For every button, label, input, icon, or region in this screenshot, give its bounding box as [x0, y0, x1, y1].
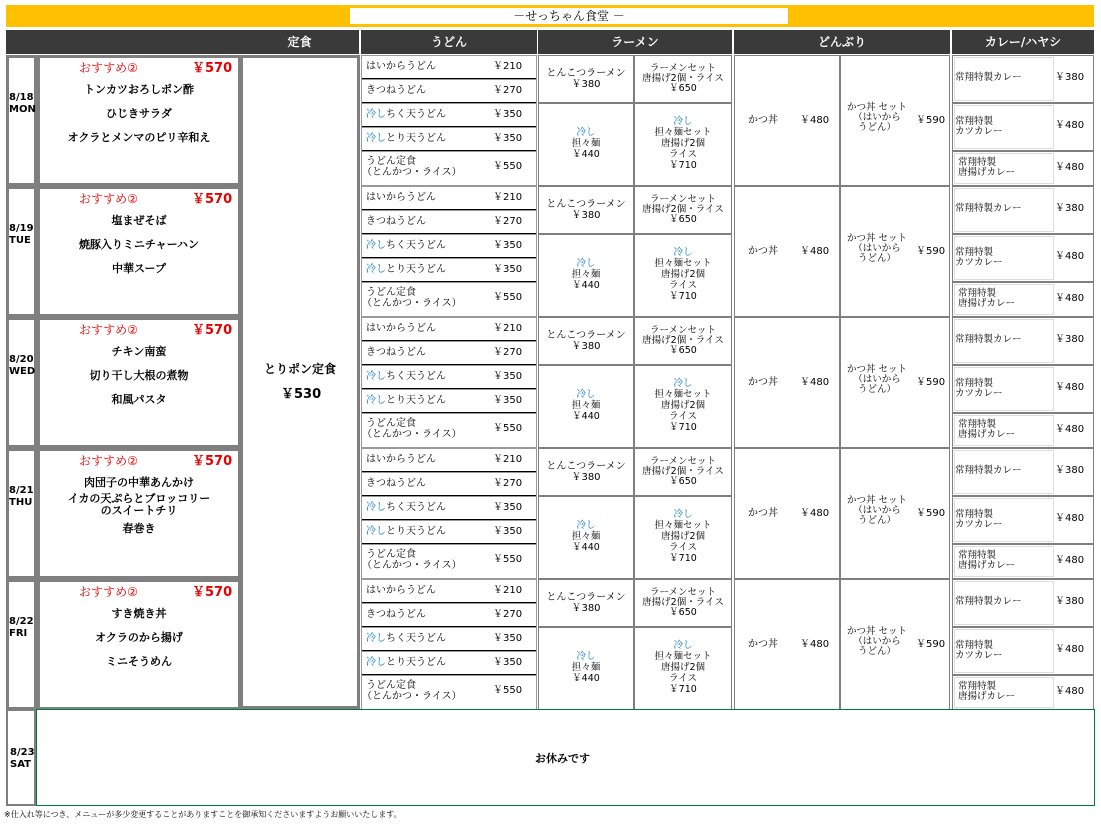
date-cell [6, 579, 37, 710]
day-date: 8/22 [9, 616, 34, 627]
udon-price: ￥350 [493, 264, 523, 275]
day-date: 8/21 [9, 485, 34, 496]
curry-name-sub: 唐揚げカレー [958, 298, 1016, 309]
ramen-tantan-set-price: ￥710 [669, 160, 697, 171]
curry-price: ￥480 [1055, 424, 1085, 435]
header-curry: カレー/ハヤシ [952, 30, 1094, 54]
udon-name: はいからうどん [366, 323, 436, 334]
date-cell [6, 55, 37, 186]
curry-price: ￥380 [1055, 72, 1085, 83]
curry-name: 常翔特製カレー [955, 72, 1022, 83]
katsudon-set-line2: （はいから [853, 112, 901, 123]
dish: 春巻き [122, 522, 156, 535]
udon-name: うどん定食 [366, 287, 416, 298]
ramen-tonkotsu-name: とんこつラーメン [546, 199, 626, 210]
ramen-tantan-set-line1: 担々麺セット [654, 258, 712, 269]
ramen-tantan-name: 担々麺 [571, 531, 601, 542]
curry-price: ￥480 [1055, 120, 1085, 131]
header-ramen: ラーメン [538, 30, 732, 54]
recommend-price: ￥570 [192, 61, 233, 76]
curry-price: ￥480 [1055, 293, 1085, 304]
ramen-tonkotsu-price: ￥380 [571, 472, 601, 483]
ramen-tantan-price: ￥440 [572, 280, 600, 291]
ramen-tantan-prefix: 冷し [576, 127, 596, 138]
udon-name-sub: （とんかつ・ライス） [362, 298, 462, 309]
katsudon-set-line3: うどん） [857, 253, 896, 264]
udon-name: はいからうどん [366, 585, 436, 596]
udon-price: ￥350 [493, 526, 523, 537]
curry-price: ￥380 [1055, 596, 1085, 607]
ramen-tantan-price: ￥440 [572, 542, 600, 553]
udon-name: はいからうどん [366, 61, 436, 72]
dish: 中華スープ [112, 262, 166, 275]
katsudon-name: かつ丼 [748, 377, 778, 388]
udon-prefix: 冷し [366, 395, 386, 406]
udon-name: とり天うどん [386, 657, 446, 668]
curry-name-sub: 唐揚げカレー [958, 691, 1016, 702]
dish: オクラのから揚げ [95, 631, 183, 644]
katsudon-name: かつ丼 [748, 508, 778, 519]
date-cell [6, 317, 37, 448]
header-donburi: どんぶり [734, 30, 950, 54]
ramen-tantan-name: 担々麺 [571, 269, 601, 280]
header-udon: うどん [361, 30, 537, 54]
ramen-tantan-set-prefix: 冷し [673, 640, 693, 651]
udon-price: ￥210 [493, 192, 523, 203]
ramen-tantan-prefix: 冷し [576, 651, 596, 662]
dish: オクラとメンマのピリ辛和え [67, 131, 211, 144]
udon-price: ￥350 [493, 633, 523, 644]
curry-name: 常翔特製 [958, 419, 997, 430]
curry-name: 常翔特製 [955, 247, 994, 258]
recommend-price: ￥570 [192, 454, 233, 469]
ramen-tantan-set-line2: 唐揚げ2個 [660, 269, 706, 280]
ramen-set-price: ￥650 [669, 214, 697, 225]
udon-price: ￥270 [493, 85, 523, 96]
ramen-tantan-set-line3: ライス [668, 673, 698, 684]
udon-price: ￥350 [493, 109, 523, 120]
katsudon-set-price: ￥590 [916, 377, 946, 388]
ramen-tonkotsu-name: とんこつラーメン [546, 461, 626, 472]
katsudon-price: ￥480 [800, 246, 830, 257]
recommend-label: おすすめ② [79, 454, 138, 468]
page-title: －せっちゃん食堂 － [350, 8, 788, 24]
curry-name-sub: カツカレー [955, 650, 1003, 661]
udon-price: ￥550 [493, 554, 523, 565]
udon-name-sub: （とんかつ・ライス） [362, 691, 462, 702]
curry-name: 常翔特製カレー [955, 596, 1022, 607]
katsudon-set-line3: うどん） [857, 646, 896, 657]
ramen-tantan-set-prefix: 冷し [673, 247, 693, 258]
ramen-tantan-set-line3: ライス [668, 149, 698, 160]
recommend-price: ￥570 [192, 585, 233, 600]
udon-name: とり天うどん [386, 264, 446, 275]
dish: すき焼き丼 [111, 607, 167, 620]
curry-name-sub: カツカレー [955, 388, 1003, 399]
ramen-tantan-name: 担々麺 [571, 662, 601, 673]
udon-price: ￥350 [493, 502, 523, 513]
udon-name: ちく天うどん [386, 502, 446, 513]
katsudon-set-line2: （はいから [853, 374, 901, 385]
ramen-set-line1: ラーメンセット [649, 587, 717, 598]
ramen-tantan-set-price: ￥710 [669, 553, 697, 564]
ramen-tantan-set-line1: 担々麺セット [654, 520, 712, 531]
curry-name: 常翔特製 [955, 378, 994, 389]
udon-price: ￥550 [493, 161, 523, 172]
curry-price: ￥480 [1055, 251, 1085, 262]
header-teishoku: 定食 [240, 30, 359, 54]
ramen-tantan-name: 担々麺 [571, 138, 601, 149]
udon-name-sub: （とんかつ・ライス） [362, 167, 462, 178]
ramen-tantan-set-line2: 唐揚げ2個 [660, 531, 706, 542]
dish: ひじきサラダ [106, 107, 172, 120]
teishoku-cell [240, 55, 360, 709]
ramen-set-line1: ラーメンセット [649, 325, 717, 336]
katsudon-name: かつ丼 [748, 246, 778, 257]
dish: のスイートチリ [100, 504, 178, 517]
katsudon-price: ￥480 [800, 508, 830, 519]
katsudon-price: ￥480 [800, 639, 830, 650]
curry-name-sub: カツカレー [955, 519, 1003, 530]
ramen-tantan-set-line3: ライス [668, 280, 698, 291]
ramen-tantan-set-prefix: 冷し [673, 509, 693, 520]
udon-price: ￥350 [493, 395, 523, 406]
udon-name: うどん定食 [366, 418, 416, 429]
recommend-label: おすすめ② [79, 192, 138, 206]
recommend-price: ￥570 [192, 323, 233, 338]
udon-name: うどん定食 [366, 549, 416, 560]
udon-price: ￥210 [493, 323, 523, 334]
udon-price: ￥270 [493, 347, 523, 358]
katsudon-set-price: ￥590 [916, 508, 946, 519]
recommend-price: ￥570 [192, 192, 233, 207]
katsudon-set-line2: （はいから [853, 505, 901, 516]
udon-price: ￥270 [493, 216, 523, 227]
recommend-label: おすすめ② [79, 585, 138, 599]
curry-name-sub: カツカレー [955, 126, 1003, 137]
dish: 和風パスタ [111, 393, 167, 406]
udon-price: ￥550 [493, 685, 523, 696]
katsudon-set-line1: かつ丼 セット [846, 495, 908, 506]
ramen-set-line2: 唐揚げ2個・ライス [642, 466, 724, 477]
ramen-tantan-set-line2: 唐揚げ2個 [660, 138, 706, 149]
curry-name-sub: 唐揚げカレー [958, 167, 1016, 178]
ramen-set-line1: ラーメンセット [649, 63, 717, 74]
ramen-tantan-prefix: 冷し [576, 520, 596, 531]
ramen-set-line2: 唐揚げ2個・ライス [642, 335, 724, 346]
day-date: 8/18 [9, 92, 34, 103]
katsudon-set-price: ￥590 [916, 115, 946, 126]
ramen-tantan-set-line1: 担々麺セット [654, 389, 712, 400]
udon-price: ￥210 [493, 585, 523, 596]
katsudon-set-line3: うどん） [857, 122, 896, 133]
dish: 肉団子の中華あんかけ [84, 476, 194, 489]
udon-price: ￥350 [493, 240, 523, 251]
dish: チキン南蛮 [111, 345, 167, 358]
curry-name: 常翔特製 [955, 509, 994, 520]
curry-price: ￥380 [1055, 465, 1085, 476]
katsudon-name: かつ丼 [748, 115, 778, 126]
ramen-set-price: ￥650 [669, 476, 697, 487]
sat-date: 8/23 [10, 747, 35, 758]
ramen-tantan-set-line2: 唐揚げ2個 [660, 400, 706, 411]
udon-price: ￥350 [493, 657, 523, 668]
ramen-tantan-set-line3: ライス [668, 411, 698, 422]
udon-name: とり天うどん [386, 133, 446, 144]
ramen-tantan-set-line1: 担々麺セット [654, 127, 712, 138]
curry-name: 常翔特製カレー [955, 334, 1022, 345]
ramen-set-line2: 唐揚げ2個・ライス [642, 597, 724, 608]
udon-name: とり天うどん [386, 526, 446, 537]
curry-name: 常翔特製 [955, 640, 994, 651]
udon-price: ￥550 [493, 292, 523, 303]
katsudon-set-price: ￥590 [916, 639, 946, 650]
katsudon-set-line3: うどん） [857, 515, 896, 526]
sat-dow: SAT [10, 759, 31, 770]
udon-prefix: 冷し [366, 240, 386, 251]
ramen-set-line1: ラーメンセット [649, 456, 717, 467]
katsudon-price: ￥480 [800, 115, 830, 126]
ramen-tantan-set-line1: 担々麺セット [654, 651, 712, 662]
katsudon-set-line2: （はいから [853, 636, 901, 647]
ramen-tantan-price: ￥440 [572, 673, 600, 684]
day-of-week: TUE [9, 235, 31, 246]
curry-price: ￥480 [1055, 162, 1085, 173]
udon-prefix: 冷し [366, 133, 386, 144]
dish: トンカツおろしポン酢 [84, 83, 194, 96]
udon-prefix: 冷し [366, 264, 386, 275]
ramen-tonkotsu-name: とんこつラーメン [546, 68, 626, 79]
udon-name-sub: （とんかつ・ライス） [362, 560, 462, 571]
dish: 塩まぜそば [111, 214, 167, 227]
udon-price: ￥210 [493, 454, 523, 465]
udon-prefix: 冷し [366, 502, 386, 513]
curry-name-sub: 唐揚げカレー [958, 429, 1016, 440]
udon-name: きつねうどん [366, 609, 426, 620]
ramen-tantan-set-line2: 唐揚げ2個 [660, 662, 706, 673]
dish: 焼豚入りミニチャーハン [78, 238, 200, 251]
katsudon-set-line3: うどん） [857, 384, 896, 395]
udon-prefix: 冷し [366, 526, 386, 537]
udon-name: うどん定食 [366, 680, 416, 691]
udon-name: ちく天うどん [386, 371, 446, 382]
udon-name: ちく天うどん [386, 240, 446, 251]
ramen-tantan-prefix: 冷し [576, 258, 596, 269]
ramen-tantan-set-prefix: 冷し [673, 116, 693, 127]
ramen-tantan-set-price: ￥710 [669, 684, 697, 695]
curry-name: 常翔特製 [958, 157, 997, 168]
day-of-week: THU [9, 497, 33, 508]
udon-name: ちく天うどん [386, 109, 446, 120]
ramen-tantan-prefix: 冷し [576, 389, 596, 400]
udon-price: ￥270 [493, 478, 523, 489]
day-of-week: MON [9, 104, 36, 115]
udon-name: きつねうどん [366, 216, 426, 227]
udon-name: きつねうどん [366, 85, 426, 96]
dish: 切り干し大根の煮物 [89, 369, 189, 382]
curry-name: 常翔特製カレー [955, 465, 1022, 476]
footnote: ※仕入れ等につき、メニューが多少変更することがありますことを御承知くださいますようお願いいたします。 [4, 810, 402, 819]
udon-name: はいからうどん [366, 192, 436, 203]
closed-text: お休みです [535, 752, 590, 765]
ramen-tantan-set-price: ￥710 [669, 422, 697, 433]
dish: イカの天ぷらとブロッコリー [67, 492, 211, 505]
udon-name: ちく天うどん [386, 633, 446, 644]
udon-prefix: 冷し [366, 633, 386, 644]
teishoku-name: とりポン定食 [264, 362, 337, 376]
katsudon-name: かつ丼 [748, 639, 778, 650]
katsudon-set-line1: かつ丼 セット [846, 626, 908, 637]
ramen-tantan-set-line3: ライス [668, 542, 698, 553]
curry-price: ￥480 [1055, 555, 1085, 566]
curry-price: ￥480 [1055, 644, 1085, 655]
ramen-tantan-set-price: ￥710 [669, 291, 697, 302]
date-cell [6, 186, 37, 317]
day-date: 8/20 [9, 354, 34, 365]
udon-name: とり天うどん [386, 395, 446, 406]
teishoku-price: ￥530 [281, 387, 322, 402]
ramen-tantan-price: ￥440 [572, 411, 600, 422]
recommend-label: おすすめ② [79, 323, 138, 337]
ramen-set-line1: ラーメンセット [649, 194, 717, 205]
katsudon-set-line1: かつ丼 セット [846, 364, 908, 375]
curry-name: 常翔特製 [958, 681, 997, 692]
udon-name-sub: （とんかつ・ライス） [362, 429, 462, 440]
udon-name: はいからうどん [366, 454, 436, 465]
curry-name: 常翔特製 [958, 550, 997, 561]
curry-name-sub: 唐揚げカレー [958, 560, 1016, 571]
ramen-set-price: ￥650 [669, 607, 697, 618]
curry-name: 常翔特製 [955, 116, 994, 127]
curry-name-sub: カツカレー [955, 257, 1003, 268]
ramen-tonkotsu-price: ￥380 [571, 603, 601, 614]
ramen-tonkotsu-price: ￥380 [571, 79, 601, 90]
ramen-tonkotsu-price: ￥380 [571, 210, 601, 221]
ramen-tonkotsu-price: ￥380 [571, 341, 601, 352]
day-date: 8/19 [9, 223, 34, 234]
curry-price: ￥380 [1055, 203, 1085, 214]
header-recommend [37, 30, 240, 54]
katsudon-set-line1: かつ丼 セット [846, 233, 908, 244]
ramen-tantan-name: 担々麺 [571, 400, 601, 411]
recommend-label: おすすめ② [79, 61, 138, 75]
udon-price: ￥550 [493, 423, 523, 434]
katsudon-set-line1: かつ丼 セット [846, 102, 908, 113]
curry-price: ￥480 [1055, 686, 1085, 697]
ramen-set-price: ￥650 [669, 345, 697, 356]
curry-price: ￥480 [1055, 513, 1085, 524]
ramen-set-price: ￥650 [669, 83, 697, 94]
ramen-set-line2: 唐揚げ2個・ライス [642, 204, 724, 215]
udon-price: ￥270 [493, 609, 523, 620]
ramen-tantan-set-prefix: 冷し [673, 378, 693, 389]
udon-prefix: 冷し [366, 657, 386, 668]
katsudon-set-price: ￥590 [916, 246, 946, 257]
header-date [6, 30, 37, 54]
ramen-tonkotsu-name: とんこつラーメン [546, 330, 626, 341]
ramen-tonkotsu-name: とんこつラーメン [546, 592, 626, 603]
udon-name: きつねうどん [366, 478, 426, 489]
curry-name: 常翔特製 [958, 288, 997, 299]
day-of-week: WED [9, 366, 36, 377]
udon-price: ￥350 [493, 371, 523, 382]
udon-name: きつねうどん [366, 347, 426, 358]
ramen-set-line2: 唐揚げ2個・ライス [642, 73, 724, 84]
curry-name: 常翔特製カレー [955, 203, 1022, 214]
day-of-week: FRI [9, 628, 28, 639]
curry-price: ￥380 [1055, 334, 1085, 345]
katsudon-set-line2: （はいから [853, 243, 901, 254]
udon-price: ￥350 [493, 133, 523, 144]
udon-price: ￥210 [493, 61, 523, 72]
udon-prefix: 冷し [366, 371, 386, 382]
curry-price: ￥480 [1055, 382, 1085, 393]
dish: ミニそうめん [106, 655, 172, 668]
ramen-tantan-price: ￥440 [572, 149, 600, 160]
katsudon-price: ￥480 [800, 377, 830, 388]
date-cell [6, 448, 37, 579]
udon-prefix: 冷し [366, 109, 386, 120]
udon-name: うどん定食 [366, 156, 416, 167]
